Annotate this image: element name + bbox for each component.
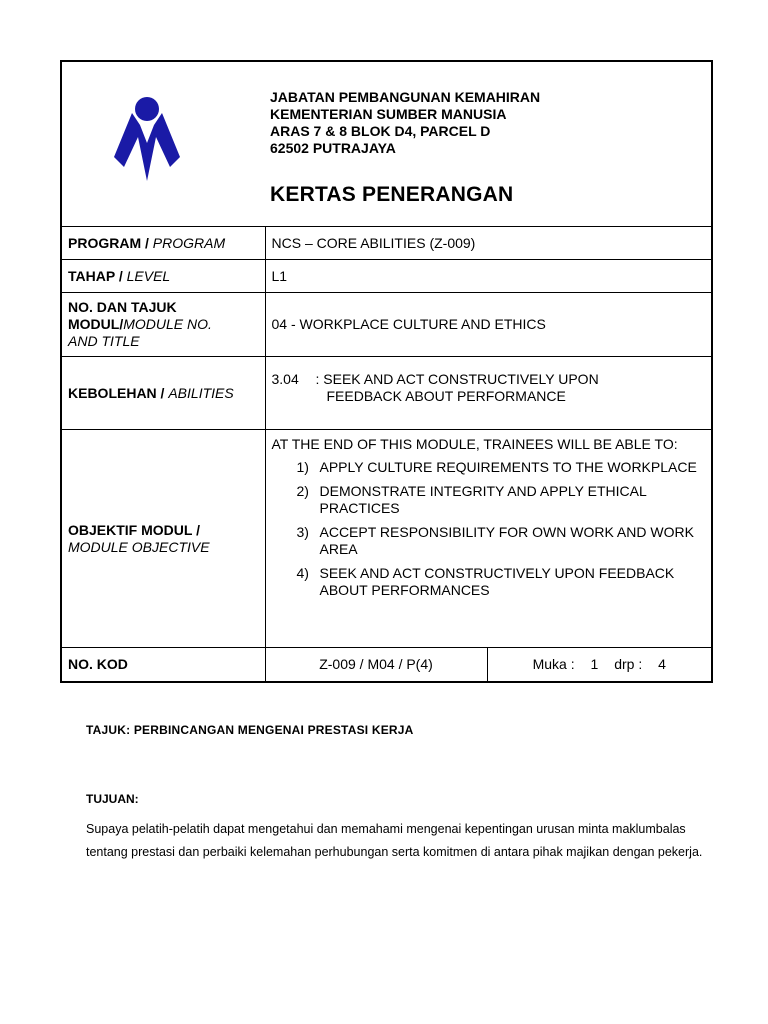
level-label: TAHAP / LEVEL xyxy=(61,260,265,293)
objective-value xyxy=(265,430,712,648)
objective-row xyxy=(61,430,712,648)
program-value: NCS – CORE ABILITIES (Z-009) xyxy=(265,227,712,260)
of-label: drp : xyxy=(614,656,643,672)
ability-number: 3.04 xyxy=(271,371,299,387)
code-row xyxy=(61,648,712,683)
module-row xyxy=(61,293,712,357)
ability-text-line: FEEDBACK ABOUT PERFORMANCE xyxy=(326,388,566,404)
page-label: Muka : xyxy=(532,656,575,672)
topic-heading: TAJUK: PERBINCANGAN MENGENAI PRESTASI KERJA xyxy=(86,723,414,737)
code-value: Z-009 / M04 / P(4) xyxy=(265,648,487,683)
list-item: 3) ACCEPT RESPONSIBILITY FOR OWN WORK AND WORK AREA xyxy=(296,524,694,557)
code-label: NO. KOD xyxy=(61,648,265,683)
abilities-label: KEBOLEHAN / ABILITIES xyxy=(61,357,265,430)
purpose-paragraph: Supaya pelatih-pelatih dapat mengetahui dan memahami mengenai kepentingan urusan minta maklumbalas tentang prestasi dan perbaiki kelemahan perhubungan serta komitmen di antara pihak majikan dengan pekerja. xyxy=(86,822,703,859)
list-item: 4) SEEK AND ACT CONSTRUCTIVELY UPON FEEDBACK ABOUT PERFORMANCES xyxy=(296,565,675,598)
document-title: KERTAS PENERANGAN xyxy=(270,183,514,206)
ability-text-line: : SEEK AND ACT CONSTRUCTIVELY UPON xyxy=(315,371,599,387)
org-line: ARAS 7 & 8 BLOK D4, PARCEL D xyxy=(270,123,491,139)
page-total: 4 xyxy=(658,656,666,672)
purpose-heading: TUJUAN: xyxy=(86,792,139,806)
jpk-logo-icon xyxy=(114,95,186,181)
header-form-table xyxy=(60,60,713,683)
abilities-value xyxy=(265,357,712,430)
list-item: 2) DEMONSTRATE INTEGRITY AND APPLY ETHICAL PRACTICES xyxy=(296,483,647,516)
org-line: KEMENTERIAN SUMBER MANUSIA xyxy=(270,106,507,122)
program-label: PROGRAM / PROGRAM xyxy=(61,227,265,260)
org-line: JABATAN PEMBANGUNAN KEMAHIRAN xyxy=(270,89,541,105)
org-line: 62502 PUTRAJAYA xyxy=(270,140,396,156)
level-row xyxy=(61,260,712,293)
level-value: L1 xyxy=(265,260,712,293)
page-number: 1 xyxy=(590,656,599,672)
module-label: NO. DAN TAJUK MODUL/MODULE NO. AND TITLE xyxy=(61,293,265,357)
list-item: 1) APPLY CULTURE REQUIREMENTS TO THE WORKPLACE xyxy=(296,459,697,475)
letterhead xyxy=(61,61,712,227)
objective-label: OBJEKTIF MODUL / MODULE OBJECTIVE xyxy=(61,430,265,648)
program-row xyxy=(61,227,712,260)
abilities-row xyxy=(61,357,712,430)
objective-list xyxy=(272,459,706,599)
page-indicator xyxy=(487,648,712,683)
module-value: 04 - WORKPLACE CULTURE AND ETHICS xyxy=(265,293,712,357)
organization-address xyxy=(270,89,540,157)
objective-intro: AT THE END OF THIS MODULE, TRAINEES WILL BE ABLE TO: xyxy=(271,436,678,452)
